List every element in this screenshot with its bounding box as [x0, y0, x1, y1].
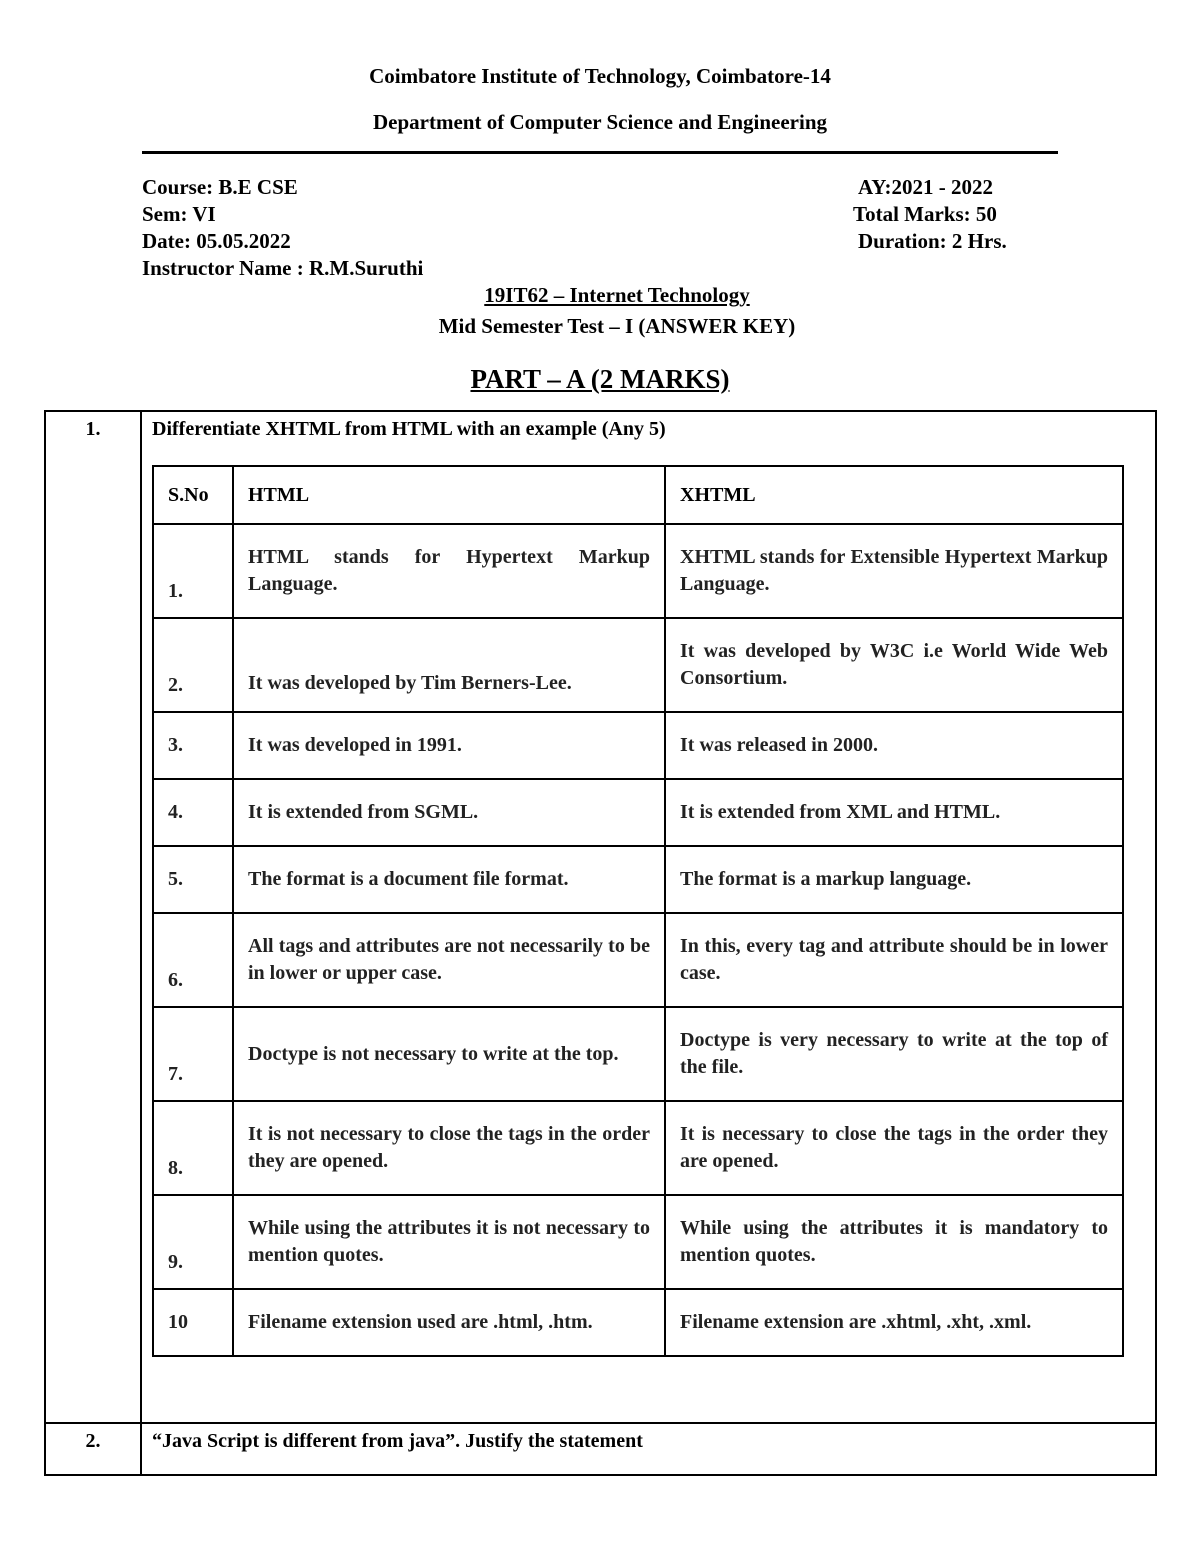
question-number: 2.	[45, 1423, 141, 1475]
table-row	[153, 712, 1123, 779]
total-marks-label: Total Marks: 50	[853, 202, 997, 226]
row-xhtml: It was released in 2000.	[665, 712, 1123, 779]
subject-code-title: 19IT62 – Internet Technology	[484, 283, 750, 307]
row-sno: 4.	[153, 779, 233, 846]
duration-label: Duration: 2 Hrs.	[858, 229, 1007, 253]
table-row	[153, 524, 1123, 618]
meta-left	[142, 174, 423, 282]
question-cell	[141, 411, 1156, 1423]
row-sno: 2.	[153, 618, 233, 712]
question-text: Differentiate XHTML from HTML with an example (Any 5)	[152, 418, 666, 440]
question-cell	[141, 1423, 1156, 1475]
row-html: All tags and attributes are not necessarily to be in lower or upper case.	[233, 913, 665, 1007]
question-row	[45, 411, 1156, 1423]
row-html: Filename extension used are .html, .htm.	[233, 1289, 665, 1356]
row-xhtml: It is extended from XML and HTML.	[665, 779, 1123, 846]
header-divider	[142, 151, 1058, 154]
row-html: It was developed in 1991.	[233, 712, 665, 779]
table-row	[153, 618, 1123, 712]
row-xhtml: XHTML stands for Extensible Hypertext Markup Language.	[665, 524, 1123, 618]
row-xhtml: Filename extension are .xhtml, .xht, .xml.	[665, 1289, 1123, 1356]
row-xhtml: It was developed by W3C i.e World Wide Web Consortium.	[665, 618, 1123, 712]
question-number: 1.	[45, 411, 141, 1423]
question-text: “Java Script is different from java”. Justify the statement	[152, 1430, 643, 1452]
row-xhtml: In this, every tag and attribute should be in lower case.	[665, 913, 1123, 1007]
row-sno: 3.	[153, 712, 233, 779]
test-title: Mid Semester Test – I (ANSWER KEY)	[438, 314, 796, 338]
meta-right	[853, 174, 1007, 255]
institute-name: Coimbatore Institute of Technology, Coimbatore-14	[369, 64, 831, 88]
question-row	[45, 1423, 1156, 1475]
row-html: Doctype is not necessary to write at the top.	[233, 1007, 665, 1101]
course-label: Course: B.E CSE	[142, 175, 298, 199]
instructor-label: Instructor Name : R.M.Suruthi	[142, 256, 424, 280]
row-sno: 6.	[153, 913, 233, 1007]
row-html: It is extended from SGML.	[233, 779, 665, 846]
row-html: It is not necessary to close the tags in the order they are opened.	[233, 1101, 665, 1195]
comparison-header-row	[153, 466, 1123, 524]
row-xhtml: The format is a markup language.	[665, 846, 1123, 913]
table-row	[153, 846, 1123, 913]
row-xhtml: While using the attributes it is mandatory to mention quotes.	[665, 1195, 1123, 1289]
header-sno: S.No	[153, 466, 233, 524]
comparison-table	[152, 465, 1124, 1357]
table-row	[153, 1195, 1123, 1289]
table-row	[153, 1101, 1123, 1195]
table-row	[153, 779, 1123, 846]
row-html: While using the attributes it is not necessary to mention quotes.	[233, 1195, 665, 1289]
date-label: Date: 05.05.2022	[142, 229, 291, 253]
table-row	[153, 1289, 1123, 1356]
row-xhtml: Doctype is very necessary to write at the top of the file.	[665, 1007, 1123, 1101]
row-sno: 9.	[153, 1195, 233, 1289]
row-sno: 8.	[153, 1101, 233, 1195]
row-sno: 7.	[153, 1007, 233, 1101]
table-row	[153, 1007, 1123, 1101]
row-html: HTML stands for Hypertext Markup Language.	[233, 524, 665, 618]
questions-table	[44, 410, 1157, 1476]
row-sno: 5.	[153, 846, 233, 913]
row-xhtml: It is necessary to close the tags in the order they are opened.	[665, 1101, 1123, 1195]
sem-label: Sem: VI	[142, 202, 216, 226]
header-html: HTML	[233, 466, 665, 524]
row-html: It was developed by Tim Berners-Lee.	[233, 618, 665, 712]
header-xhtml: XHTML	[665, 466, 1123, 524]
ay-label: AY:2021 - 2022	[858, 175, 993, 199]
part-title: PART – A (2 MARKS)	[470, 364, 730, 394]
row-sno: 1.	[153, 524, 233, 618]
department-name: Department of Computer Science and Engineering	[373, 110, 827, 134]
table-row	[153, 913, 1123, 1007]
row-html: The format is a document file format.	[233, 846, 665, 913]
row-sno: 10	[153, 1289, 233, 1356]
